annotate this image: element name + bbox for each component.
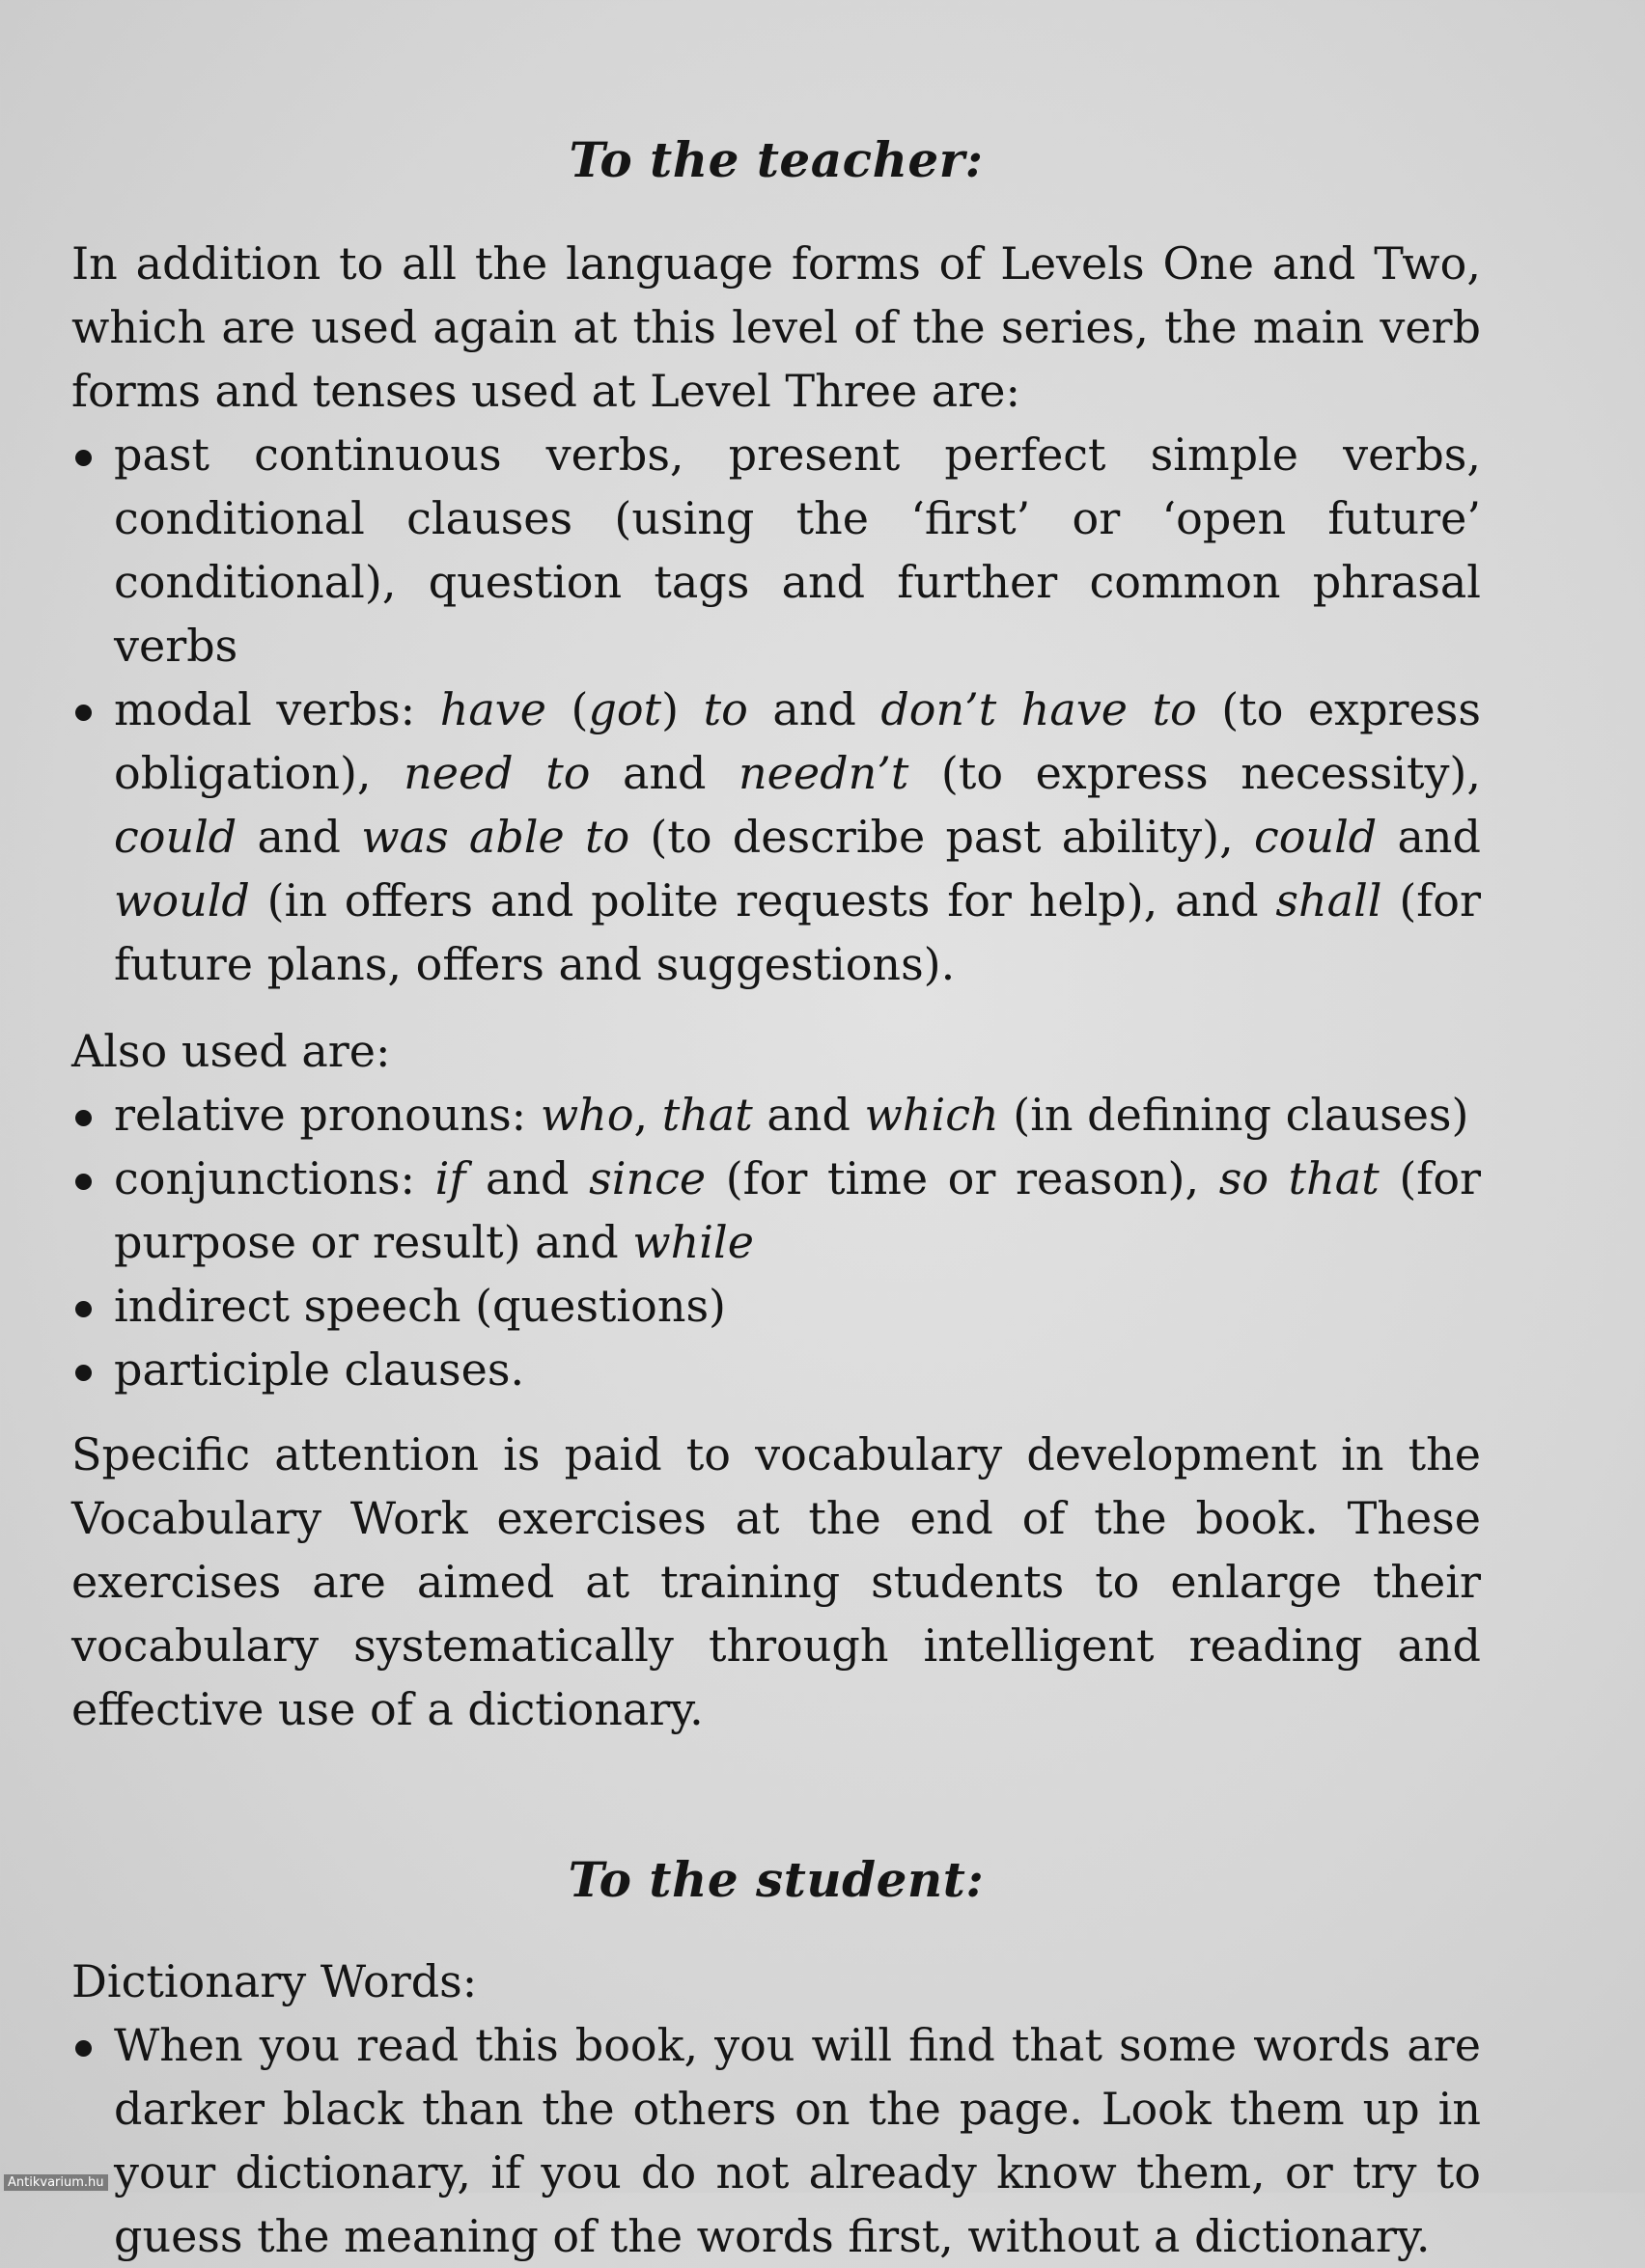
list-item-relative-pronouns: relative pronouns: who, that and which (in defining clauses) (71, 1083, 1481, 1147)
teacher-intro: In addition to all the language forms of Levels One and Two, which are used again at this level of the series, the main verb forms and tenses used at Level Three are: (71, 237, 1481, 417)
list-item-indirect-speech: indirect speech (questions) (71, 1274, 1481, 1338)
vocabulary-paragraph: Specific attention is paid to vocabulary development in the Vocabulary Work exercises at the end of the book. These exercises are aimed at training students to enlarge their vocabulary systematically through intelligent reading and effective use of a dictionary. (71, 1428, 1481, 1735)
list-item-participle-clauses: participle clauses. (71, 1338, 1481, 1401)
list-item-conjunctions: conjunctions: if and since (for time or reason), so that (for purpose or result) and while (71, 1147, 1481, 1274)
watermark: Antikvarium.hu (4, 2174, 108, 2191)
teacher-heading: To the teacher: (569, 131, 984, 188)
list-item-dictionary-words: When you read this book, you will find that some words are darker black than the others on the page. Look them up in your dictionary, if you do not already know them, or try to guess the meaning of the words first, without a dictionary. (71, 2013, 1481, 2268)
also-used-list (71, 1083, 1481, 1401)
student-heading: To the student: (568, 1851, 985, 1908)
dictionary-words-list (71, 2013, 1481, 2268)
list-item-verb-forms: past continuous verbs, present perfect simple verbs, conditional clauses (using the ‘first’ or ‘open future’ conditional), question tags and further common phrasal verbs (71, 423, 1481, 678)
dictionary-words-label: Dictionary Words: (71, 1955, 478, 2007)
also-used-label: Also used are: (71, 1025, 391, 1077)
page-content (71, 116, 1481, 2268)
list-item-modal-verbs: modal verbs: have (got) to and don’t have to (to express obligation), need to and needn’t (to express necessity), could and was able to (to describe past ability), could and would (in offers and polite requests for help), and shall (for future plans, offers and suggestions). (71, 678, 1481, 996)
verb-forms-list (71, 423, 1481, 996)
